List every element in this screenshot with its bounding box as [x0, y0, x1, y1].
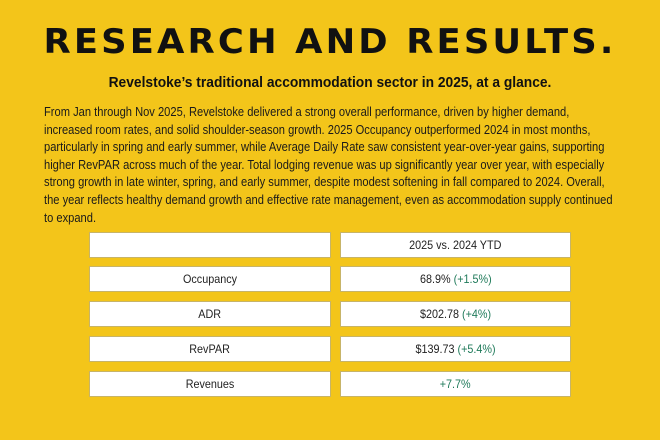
- table-row: [89, 371, 571, 397]
- metric-label: RevPAR: [189, 342, 231, 356]
- metric-cell: [89, 371, 331, 397]
- table-header-comparison-label: 2025 vs. 2024 YTD: [409, 238, 502, 252]
- metric-value: $139.73: [415, 342, 455, 356]
- metric-cell: [89, 266, 331, 292]
- value-cell: [340, 266, 571, 292]
- metric-change: (+4%): [461, 307, 492, 321]
- page-subtitle: Revelstoke’s traditional accommodation sector in 2025, at a glance.: [108, 74, 552, 91]
- metric-label: Revenues: [185, 377, 235, 391]
- value-cell: [340, 336, 571, 362]
- table-header-row: [89, 232, 571, 258]
- metric-change: (+1.5%): [453, 272, 492, 286]
- value-cell: [340, 371, 571, 397]
- summary-paragraph: From Jan through Nov 2025, Revelstoke delivered a strong overall performance, driven by higher demand, increased room rates, and solid shoulder-season growth. 2025 Occupancy outperformed 2024 in most months, particularly in spring and early summer, while Average Daily Rate saw consistent year-over-year gains, supporting higher RevPAR across much of the year. Total lodging revenue was up significantly year over year, with especially strong growth in late winter, spring, and early summer, despite modest softening in fall compared to 2024. Overall, the year reflects healthy demand growth and effective rate management, even as accommodation supply continued to expand.: [44, 105, 613, 225]
- metric-cell: [89, 336, 331, 362]
- metric-value: $202.78: [419, 307, 459, 321]
- table-row: [89, 266, 571, 292]
- metric-cell: [89, 301, 331, 327]
- metric-value: 68.9%: [419, 272, 451, 286]
- metric-change: (+5.4%): [457, 342, 496, 356]
- table-row: [89, 301, 571, 327]
- metric-change: +7.7%: [440, 377, 471, 391]
- metric-label: Occupancy: [182, 272, 238, 286]
- value-cell: [340, 301, 571, 327]
- table-row: [89, 336, 571, 362]
- page-title: RESEARCH AND RESULTS.: [43, 22, 617, 62]
- table-header-metric-cell: [89, 232, 331, 258]
- metric-label: ADR: [198, 307, 222, 321]
- table-header-comparison-cell: [340, 232, 571, 258]
